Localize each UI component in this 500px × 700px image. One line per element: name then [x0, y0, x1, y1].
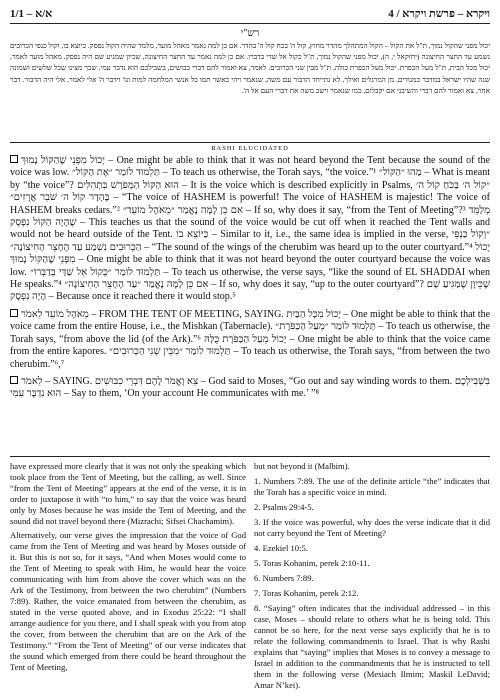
note-text: but not beyond it (Malbim). [254, 461, 350, 471]
note-text: have expressed more clearly that it was not only the speaking which took place from the Tent of Meeting, but the calling, as well. Since “from the Tent of Meeting” appears at the end of the verse, it is in order to juxtapose it with “to him,” to say that the voice was heard only by Moses because he was inside the Tent of Meeting, and the sound did not travel beyond there (Mizrachi; Sifsei Chachamim). [10, 461, 246, 526]
elucidation-text-1: יָכוֹל מִפְּנֵי שֶׁהַקּוֹל נָמוּךְ – One might be able to think that it was not heard beyond the Tent because the sound of the voice was low. תַּלְמוּד לוֹמַר ״אֶת הַקּוֹל״ – To teach us otherwise, the Torah says, “the voice.”¹ מַהוּ ״הַקּוֹל״ – What is meant by “the voice”? הוּא הַקּוֹל הַמְּפֹרָשׁ בִּתְהִלִּים – It is the voice which is described explicitly in Psalms, ״קוֹל ה׳ בַּכֹּחַ קוֹל ה׳ בֶּהָדָר קוֹל ה׳ שֹׁבֵר אֲרָזִים״ – “The voice of HASHEM is powerful! The voice of HASHEM is majestic! The voice of HASHEM breaks cedars.”² אִם כֵּן לָמָּה נֶאֱמַר ״מֵאֹהֶל מוֹעֵד״ – If so, why does it say, “from the Tent of Meeting”?³ מְלַמֵּד שֶׁהָיָה הַקּוֹל נִפְסָק – This teaches us that the sound of the voice would be cut off when it reached the Tent walls and would not be heard outside of the Tent. כַּיּוֹצֵא בוֹ – Similar to it, i.e., the same idea is implied in the verse, ״וְקוֹל כַּנְפֵי הַכְּרוּבִים נִשְׁמַע עַד הֶחָצֵר הַחִיצוֹנָה״ – “The sound of the wings of the cherubim was heard up to the outer courtyard.”⁴ יָכוֹל מִפְּנֵי שֶׁהַקּוֹל נָמוּךְ – One might be able to think that it was not heard beyond the outer courtyard because the voice was low. תַּלְמוּד לוֹמַר ״כְּקוֹל אֵל שַׁדַּי בְּדַבְּרוֹ״ – To teach us otherwise, the verse says, “like the sound of EL SHADDAI when He speaks.”⁴ אִם כֵּן לָמָּה נֶאֱמַר ״עַד הֶחָצֵר הַחִיצוֹנָה״ – If so, why does it say, “up to the outer courtyard”? שֶׁכֵּיוָן שֶׁמַּגִּיעַ שָׁם הָיָה נִפְסָק – Because once it reached there it would stop.⁵ [10, 155, 491, 303]
elucidation-paragraph-1 [10, 155, 490, 304]
header-right: ויקרא – פרשת ויקרא / 4 [388, 8, 490, 20]
rashi-hebrew-paragraph: יכול מפני שהקול נמוך, ת"ל את הקול – הקול המתהלך מהדר מחוץ, קול ה' בכח קול ה' בהדר. אם כן למה נאמר מאהל מועד, מלמד שהיה הקול נפסק. כיוצא בו, וקול כנפי הכרובים נשמע עד החצר החיצונה (יחזקאל י, ה), יכול מפני שהקול נמוך, ת"ל כקול אל שדי בדברו. אם כן למה נאמר עד החצר החיצונה, שכיון שמגיע שם היה נפסק. מאהל מועד לאמר, יכול מכל הבית, ת"ל מעל הכפרת. יכול מעל הכפרת כולה, ת"ל מבין שני הכרובים. לאמר, צא ואמור להם דברי כבושים, בשבילכם הוא נדבר עמי. שכך מצינו שכל שלשים ושמונה שנה שהיו ישראל במדבר כמנודים, מן המרגלים ואילך, לא נתייחד הדבור עם משה, שנאמר ויהי כאשר תמו כל אנשי המלחמה למות וגו' וידבר ה' אלי לאמר, אלי היה הדבור. דבר אחר, צא ואמור להם דברי והשיבני אם יקבלום, כמו שנאמר וישב משה את דברי העם אל ה'. [10, 41, 490, 95]
elucidation [10, 155, 490, 401]
rashi-hebrew-text [10, 40, 490, 140]
footnotes [10, 456, 490, 696]
footnotes-left-column [10, 461, 246, 696]
elucidation-text-3: לֵאמֹר – SAYING. צֵא וֶאֱמֹר לָהֶם דִּבְרֵי כִבּוּשִׁים – God said to Moses, “Go out and say winding words to them. בִּשְׁבִילְכֶם הוּא נִדְבָּר עִמִּי – Say to them, ‘On your account He communicates with me.’ ”⁸ [10, 375, 490, 400]
footnote-6: 6. Numbers 7:89. [254, 573, 314, 583]
footnote-3: 3. If the voice was powerful, why does the verse indicate that it did not carry beyond the Tent of Meeting? [254, 517, 490, 538]
elucidation-paragraph-2 [10, 309, 490, 371]
footnotes-right-column [254, 461, 490, 696]
section-box-icon [10, 309, 18, 317]
footnote-5: 5. Toras Kohanim, perek 2:10-11. [254, 558, 370, 568]
footnote-7: 7. Toras Kohanim, perek 2:12. [254, 588, 359, 598]
elucidation-text-2: מֵאֹהֶל מוֹעֵד לֵאמֹר – FROM THE TENT OF MEETING, SAYING. יָכוֹל מִכָּל הַבַּיִת – One might be able to think that the voice came from the entire House, i.e., the Mishkan (Tabernacle). תַּלְמוּד לוֹמַר ״מֵעַל הַכַּפֹּרֶת״ – To teach us otherwise, the Torah says, “from above the lid (of the Ark).”⁶ יָכוֹל מֵעַל הַכַּפֹּרֶת כֻּלָּהּ – One might be able to think that the voice came from the entire kapores. תַּלְמוּד לוֹמַר ״מִבֵּין שְׁנֵי הַכְּרוּבִים״ – To teach us otherwise, the Torah says, “from between the two cherubim.”⁶,⁷ [10, 308, 491, 370]
elucidated-label: RASHI ELUCIDATED [10, 142, 490, 152]
footnote-8: 8. “Saying” often indicates that the individual addressed – in this case, Moses – should relate to others what he is being told. This cannot be so here, for the next verse says explicitly that he is to relate the following commandments to Israel. That is why Rashi explains that “saying” implies that Moses is to convey a message to Israel in addition to the commandments that he is instructed to tell them in the following verse (Mesiach Ilmim; Maskil LeDavid; Amar N’kei). [254, 603, 490, 690]
section-box-icon [10, 376, 18, 384]
rashi-heading: רש"י [240, 28, 260, 39]
footnote-4: 4. Ezekiel 10:5. [254, 543, 308, 553]
running-header [10, 8, 490, 24]
note-text: Alternatively, our verse gives the impression that the voice of God came from the Tent of Meeting and was heard by Moses outside of it. But this is not so, for it says, “And when Moses would come to the Tent of Meeting to speak with Him, he would hear the voice communicating with him from above the cover which was on the Ark of the Testimony, from between the two cherubim” (Numbers 7:89). Rather, the voice emanated from between the cherubim, as stated in the verse quoted above, and in Exodus 25:22: “I shall arrange audience for you there, and I shall speak with you from atop the cover, from between the cherubim that are on the Ark of the Testimony.” “From the Tent of Meeting” of our verse indicates that the sound which emerged from there could be heard throughout the Tent of Meeting, [10, 530, 246, 672]
footnote-1: 1. Numbers 7:89. The use of the definite article “the” indicates that the Torah has a specific voice in mind. [254, 476, 490, 497]
footnote-2: 2. Psalms 29:4-5. [254, 502, 314, 512]
elucidation-paragraph-3 [10, 376, 490, 401]
section-box-icon [10, 155, 18, 163]
header-left: 1/1 – א/א [10, 8, 53, 20]
